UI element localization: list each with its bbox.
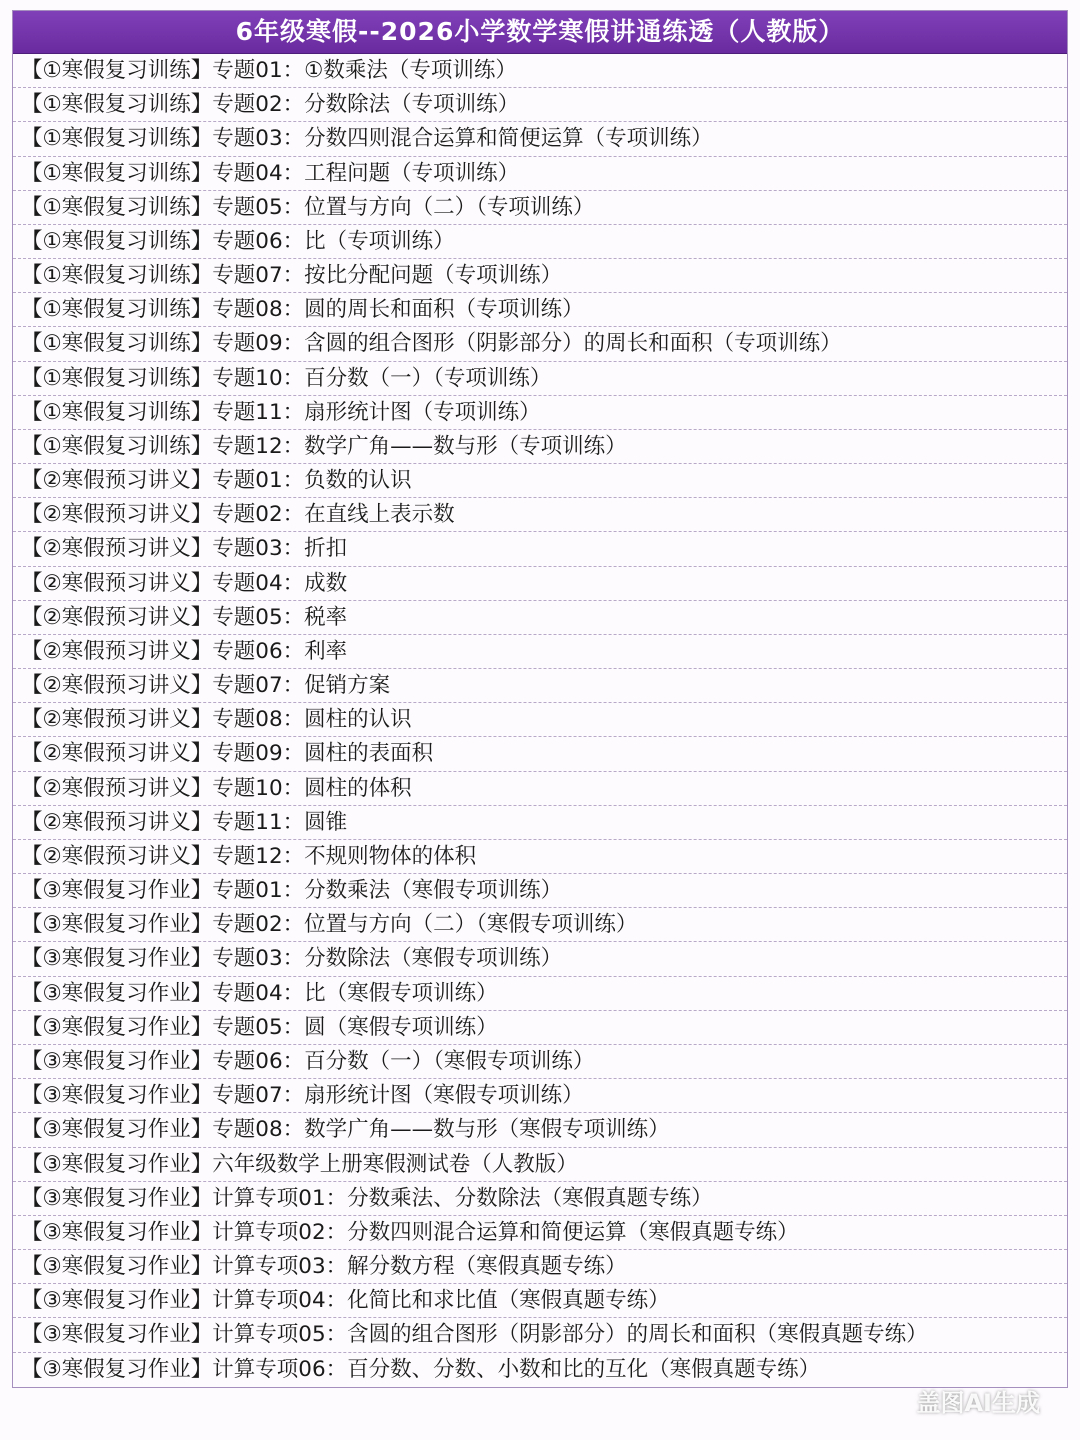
list-item: 【③寒假复习作业】六年级数学上册寒假测试卷（人教版） — [13, 1148, 1067, 1182]
list-item: 【②寒假预习讲义】专题01：负数的认识 — [13, 464, 1067, 498]
list-item: 【①寒假复习训练】专题04：工程问题（专项训练） — [13, 157, 1067, 191]
list-item: 【③寒假复习作业】计算专项05：含圆的组合图形（阴影部分）的周长和面积（寒假真题专练） — [13, 1318, 1067, 1352]
list-item: 【③寒假复习作业】计算专项04：化简比和求比值（寒假真题专练） — [13, 1284, 1067, 1318]
list-item: 【②寒假预习讲义】专题11：圆锥 — [13, 806, 1067, 840]
list-item: 【①寒假复习训练】专题10：百分数（一）（专项训练） — [13, 362, 1067, 396]
list-item: 【③寒假复习作业】专题08：数学广角——数与形（寒假专项训练） — [13, 1113, 1067, 1147]
list-item: 【②寒假预习讲义】专题02：在直线上表示数 — [13, 498, 1067, 532]
list-item: 【③寒假复习作业】专题01：分数乘法（寒假专项训练） — [13, 874, 1067, 908]
watermark: 盖图AI生成 — [916, 1389, 1040, 1417]
list-item: 【①寒假复习训练】专题03：分数四则混合运算和简便运算（专项训练） — [13, 122, 1067, 156]
list-item: 【①寒假复习训练】专题05：位置与方向（二）（专项训练） — [13, 191, 1067, 225]
list-item: 【③寒假复习作业】专题03：分数除法（寒假专项训练） — [13, 942, 1067, 976]
list-item: 【①寒假复习训练】专题06：比（专项训练） — [13, 225, 1067, 259]
list-item: 【③寒假复习作业】计算专项01：分数乘法、分数除法（寒假真题专练） — [13, 1182, 1067, 1216]
list-item: 【①寒假复习训练】专题11：扇形统计图（专项训练） — [13, 396, 1067, 430]
list-item: 【③寒假复习作业】专题04：比（寒假专项训练） — [13, 977, 1067, 1011]
topic-list — [13, 54, 1067, 1387]
list-item: 【③寒假复习作业】计算专项02：分数四则混合运算和简便运算（寒假真题专练） — [13, 1216, 1067, 1250]
list-item: 【②寒假预习讲义】专题04：成数 — [13, 567, 1067, 601]
list-item: 【②寒假预习讲义】专题05：税率 — [13, 601, 1067, 635]
list-item: 【①寒假复习训练】专题01：①数乘法（专项训练） — [13, 54, 1067, 88]
list-item: 【①寒假复习训练】专题07：按比分配问题（专项训练） — [13, 259, 1067, 293]
list-item: 【②寒假预习讲义】专题07：促销方案 — [13, 669, 1067, 703]
list-item: 【②寒假预习讲义】专题12：不规则物体的体积 — [13, 840, 1067, 874]
list-item: 【①寒假复习训练】专题08：圆的周长和面积（专项训练） — [13, 293, 1067, 327]
list-item: 【①寒假复习训练】专题02：分数除法（专项训练） — [13, 88, 1067, 122]
list-item: 【②寒假预习讲义】专题08：圆柱的认识 — [13, 703, 1067, 737]
list-item: 【③寒假复习作业】计算专项03：解分数方程（寒假真题专练） — [13, 1250, 1067, 1284]
list-item: 【①寒假复习训练】专题09：含圆的组合图形（阴影部分）的周长和面积（专项训练） — [13, 327, 1067, 361]
document-sheet — [12, 10, 1068, 1388]
list-item: 【①寒假复习训练】专题12：数学广角——数与形（专项训练） — [13, 430, 1067, 464]
list-item: 【③寒假复习作业】计算专项06：百分数、分数、小数和比的互化（寒假真题专练） — [21, 1356, 821, 1382]
list-item: 【②寒假预习讲义】专题09：圆柱的表面积 — [13, 737, 1067, 771]
list-item: 【③寒假复习作业】专题06：百分数（一）（寒假专项训练） — [13, 1045, 1067, 1079]
document-title: 6年级寒假--2026小学数学寒假讲通练透（人教版） — [13, 11, 1067, 54]
list-item: 【②寒假预习讲义】专题03：折扣 — [13, 532, 1067, 566]
list-item: 【②寒假预习讲义】专题06：利率 — [13, 635, 1067, 669]
list-item: 【③寒假复习作业】专题02：位置与方向（二）（寒假专项训练） — [13, 908, 1067, 942]
list-item: 【③寒假复习作业】专题05：圆（寒假专项训练） — [13, 1011, 1067, 1045]
list-item: 【②寒假预习讲义】专题10：圆柱的体积 — [13, 772, 1067, 806]
list-item: 【③寒假复习作业】专题07：扇形统计图（寒假专项训练） — [13, 1079, 1067, 1113]
